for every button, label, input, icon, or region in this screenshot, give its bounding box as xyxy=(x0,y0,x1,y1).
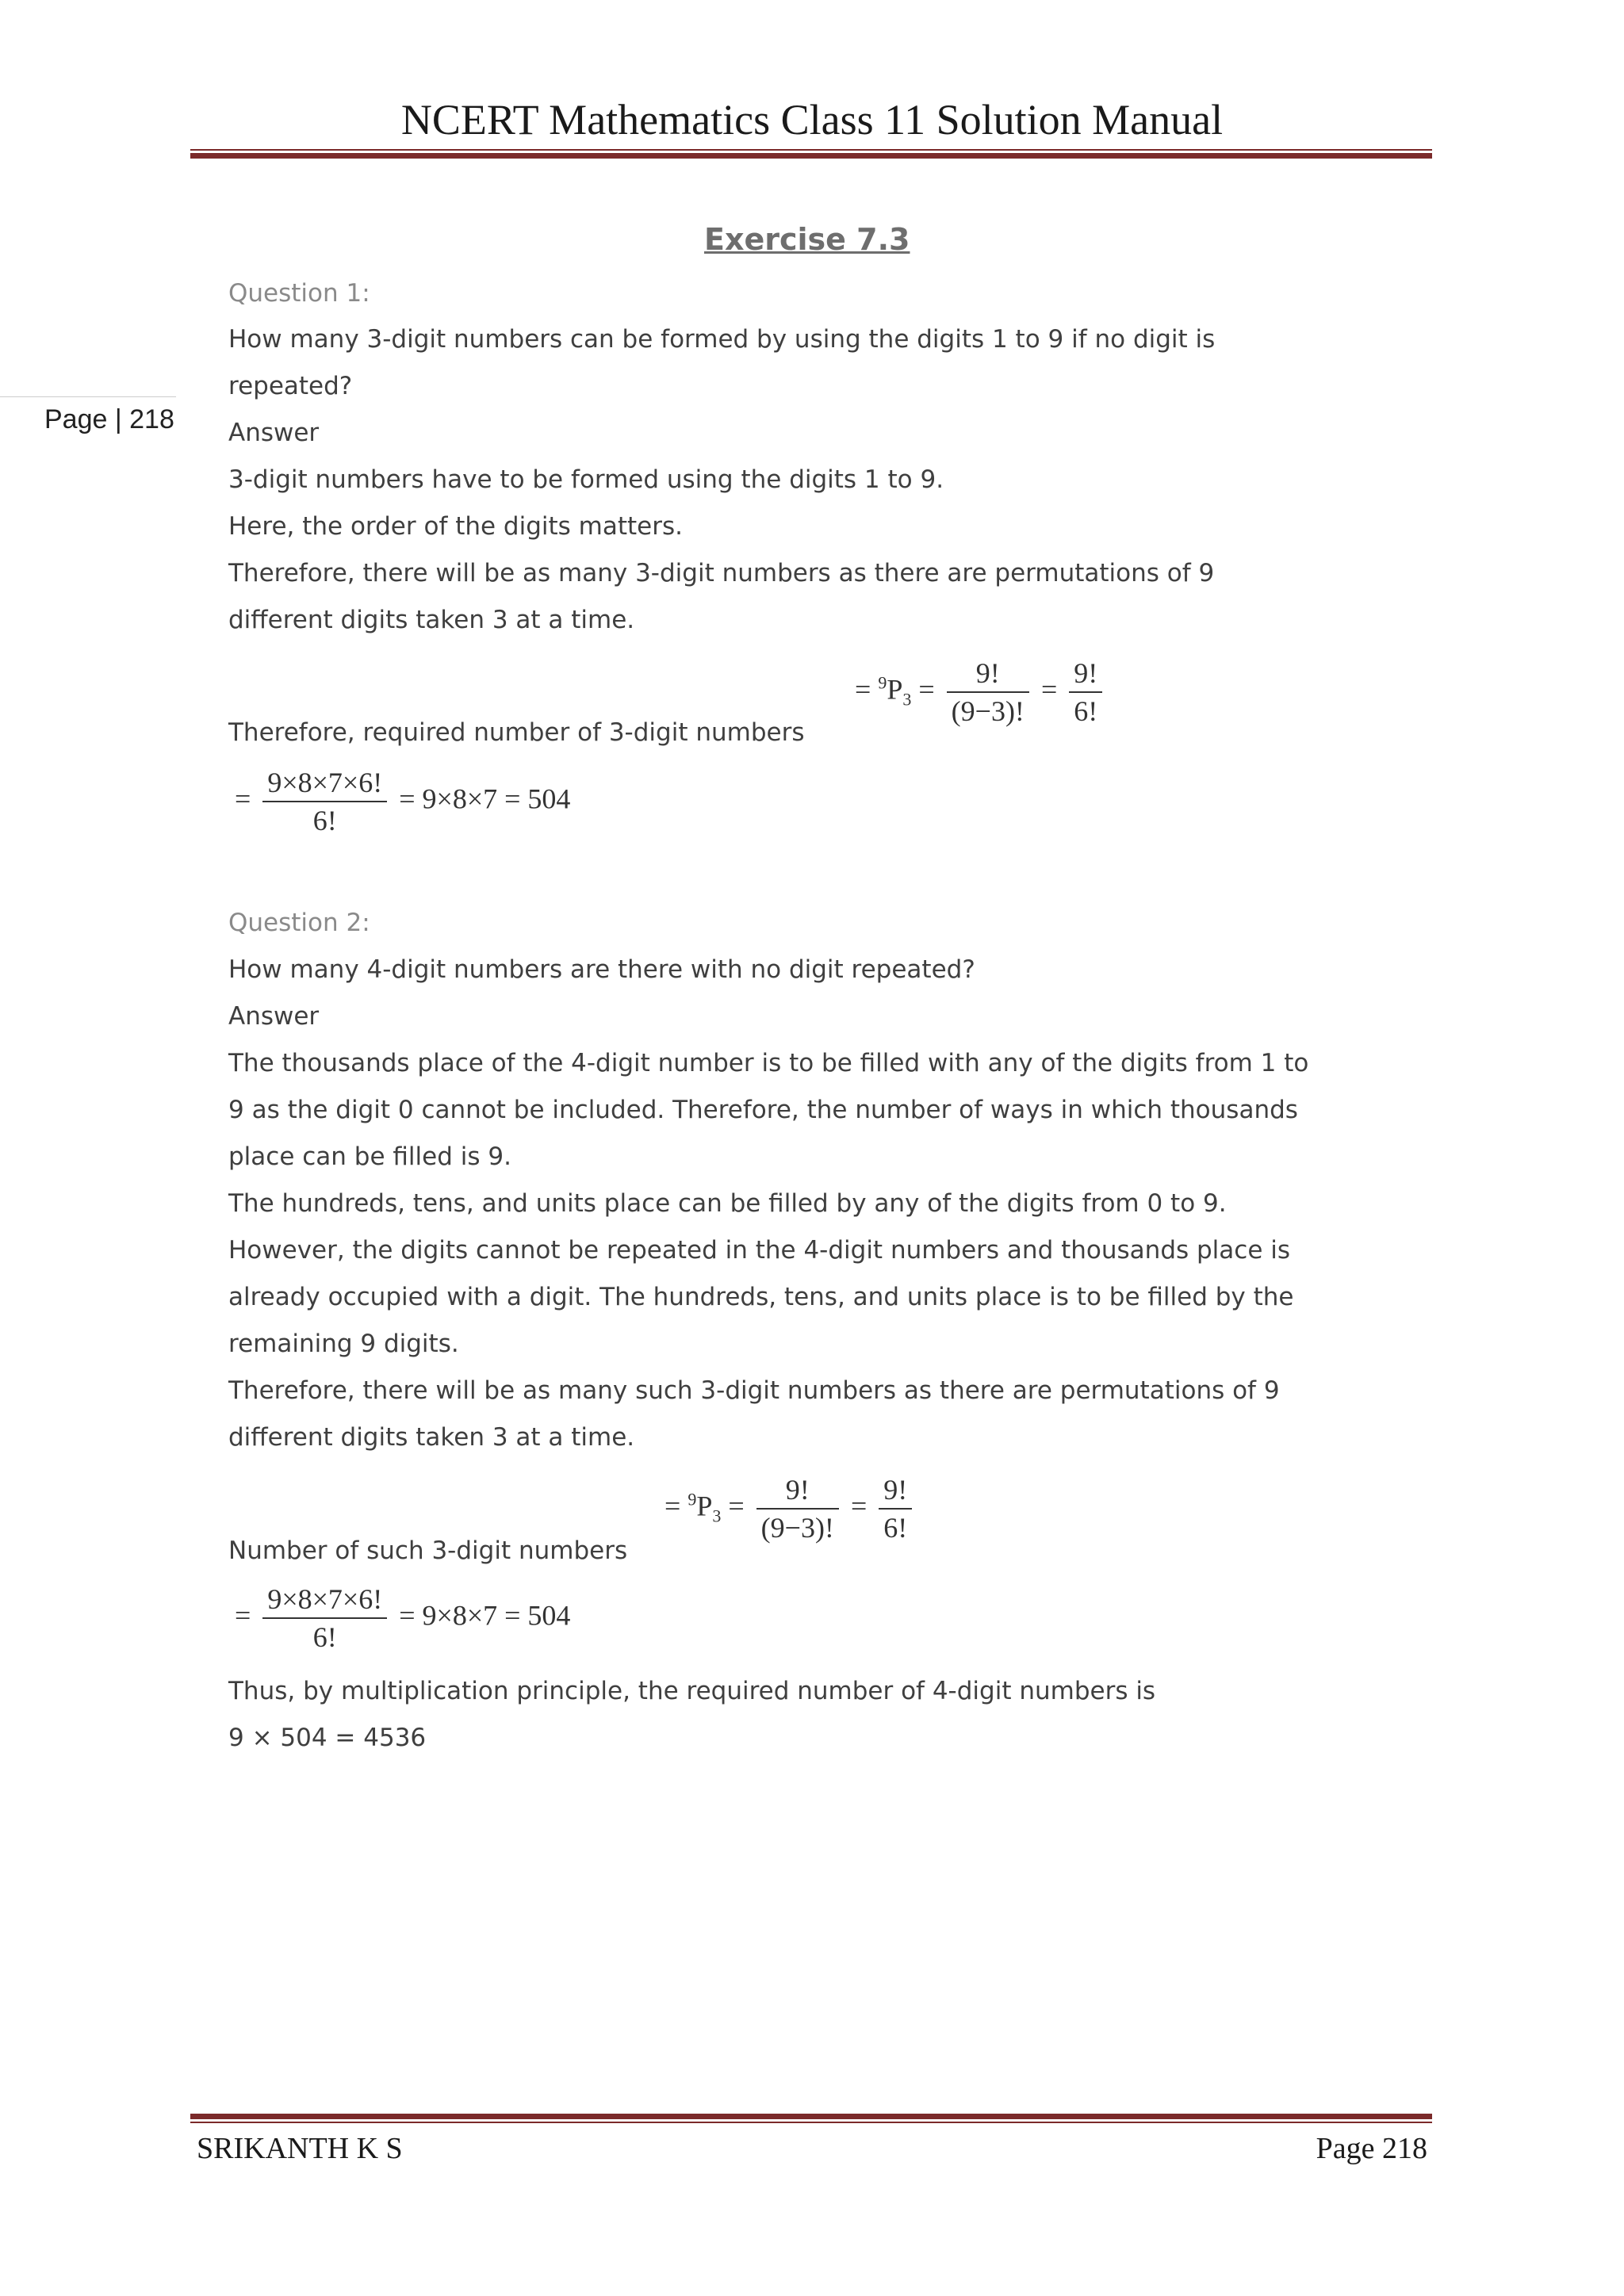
q2-answer-line-5: However, the digits cannot be repeated in the 4-digit numbers and thousands place is xyxy=(228,1236,1291,1265)
exercise-title: Exercise 7.3 xyxy=(704,222,910,257)
q1-question-line-2: repeated? xyxy=(228,372,353,400)
q2-answer-line-8: Therefore, there will be as many such 3-digit numbers as there are permutations of 9 xyxy=(228,1376,1280,1405)
side-page-number: Page | 218 xyxy=(44,404,174,434)
q1-fraction-2: $\frac{9!}{6!}$ xyxy=(1069,656,1102,728)
q2-answer-line-6: already occupied with a digit. The hundreds, tens, and units place is to be filled by the xyxy=(228,1283,1294,1311)
footer-page-number: Page 218 xyxy=(1316,2132,1427,2165)
q1-fraction-1: $\frac{9!}{(9-3)!}$ xyxy=(947,656,1029,728)
q2-answer-line-3: place can be filled is 9. xyxy=(228,1142,511,1171)
q2-answer-line-2: 9 as the digit 0 cannot be included. Therefore, the number of ways in which thousands xyxy=(228,1096,1298,1124)
q1-answer-line-3: Therefore, there will be as many 3-digit numbers as there are permutations of 9 xyxy=(228,559,1215,587)
q1-product-formula: = $\frac{9\times 8\times 7\times 6!}{6!}$ = 9×8×7 = 504 xyxy=(235,767,571,836)
q1-permutation-formula: = $^9P_3$ = $\frac{9!}{(9-3)!}$ = $\frac{9!}{6!}$ xyxy=(855,656,1107,728)
q1-heading: Question 1: xyxy=(228,279,370,308)
q2-answer-label: Answer xyxy=(228,1002,320,1031)
q2-fraction-2: $\frac{9!}{6!}$ xyxy=(879,1473,912,1544)
footer-author: SRIKANTH K S xyxy=(197,2132,403,2165)
q2-answer-line-9: different digits taken 3 at a time. xyxy=(228,1423,635,1452)
side-tab-divider xyxy=(0,396,176,397)
q2-answer-line-7: remaining 9 digits. xyxy=(228,1330,459,1358)
q1-answer-line-5: Therefore, required number of 3-digit numbers xyxy=(228,718,805,747)
q1-answer-line-1: 3-digit numbers have to be formed using the digits 1 to 9. xyxy=(228,465,944,494)
q2-product-fraction: $\frac{9\times 8\times 7\times 6!}{6!}$ xyxy=(262,1582,387,1654)
q1-question-line-1: How many 3-digit numbers can be formed by using the digits 1 to 9 if no digit is xyxy=(228,325,1216,354)
q2-question: How many 4-digit numbers are there with no digit repeated? xyxy=(228,955,975,984)
q1-answer-line-2: Here, the order of the digits matters. xyxy=(228,512,684,541)
q2-final-result: 9 × 504 = 4536 xyxy=(228,1724,427,1752)
q1-answer-label: Answer xyxy=(228,419,320,447)
document-title: NCERT Mathematics Class 11 Solution Manual xyxy=(400,96,1224,144)
header-rule-thick xyxy=(190,153,1432,159)
footer-rule-thin xyxy=(190,2122,1432,2123)
header-rule-thin xyxy=(190,149,1432,151)
q2-answer-line-11: Thus, by multiplication principle, the required number of 4-digit numbers is xyxy=(228,1677,1156,1705)
q2-answer-line-10: Number of such 3-digit numbers xyxy=(228,1536,628,1565)
q2-product-formula: = $\frac{9\times 8\times 7\times 6!}{6!}$ = 9×8×7 = 504 xyxy=(235,1583,571,1653)
q2-permutation-formula: = $^9P_3$ = $\frac{9!}{(9-3)!}$ = $\frac{9!}{6!}$ xyxy=(665,1473,917,1544)
q2-answer-line-1: The thousands place of the 4-digit number is to be filled with any of the digits from 1 to xyxy=(228,1049,1309,1077)
q1-product-fraction: $\frac{9\times 8\times 7\times 6!}{6!}$ xyxy=(262,766,387,837)
q2-fraction-1: $\frac{9!}{(9-3)!}$ xyxy=(756,1473,839,1544)
footer-rule-thick xyxy=(190,2114,1432,2119)
q2-heading: Question 2: xyxy=(228,909,370,937)
q2-answer-line-4: The hundreds, tens, and units place can be filled by any of the digits from 0 to 9. xyxy=(228,1189,1227,1218)
q1-answer-line-4: different digits taken 3 at a time. xyxy=(228,606,635,634)
